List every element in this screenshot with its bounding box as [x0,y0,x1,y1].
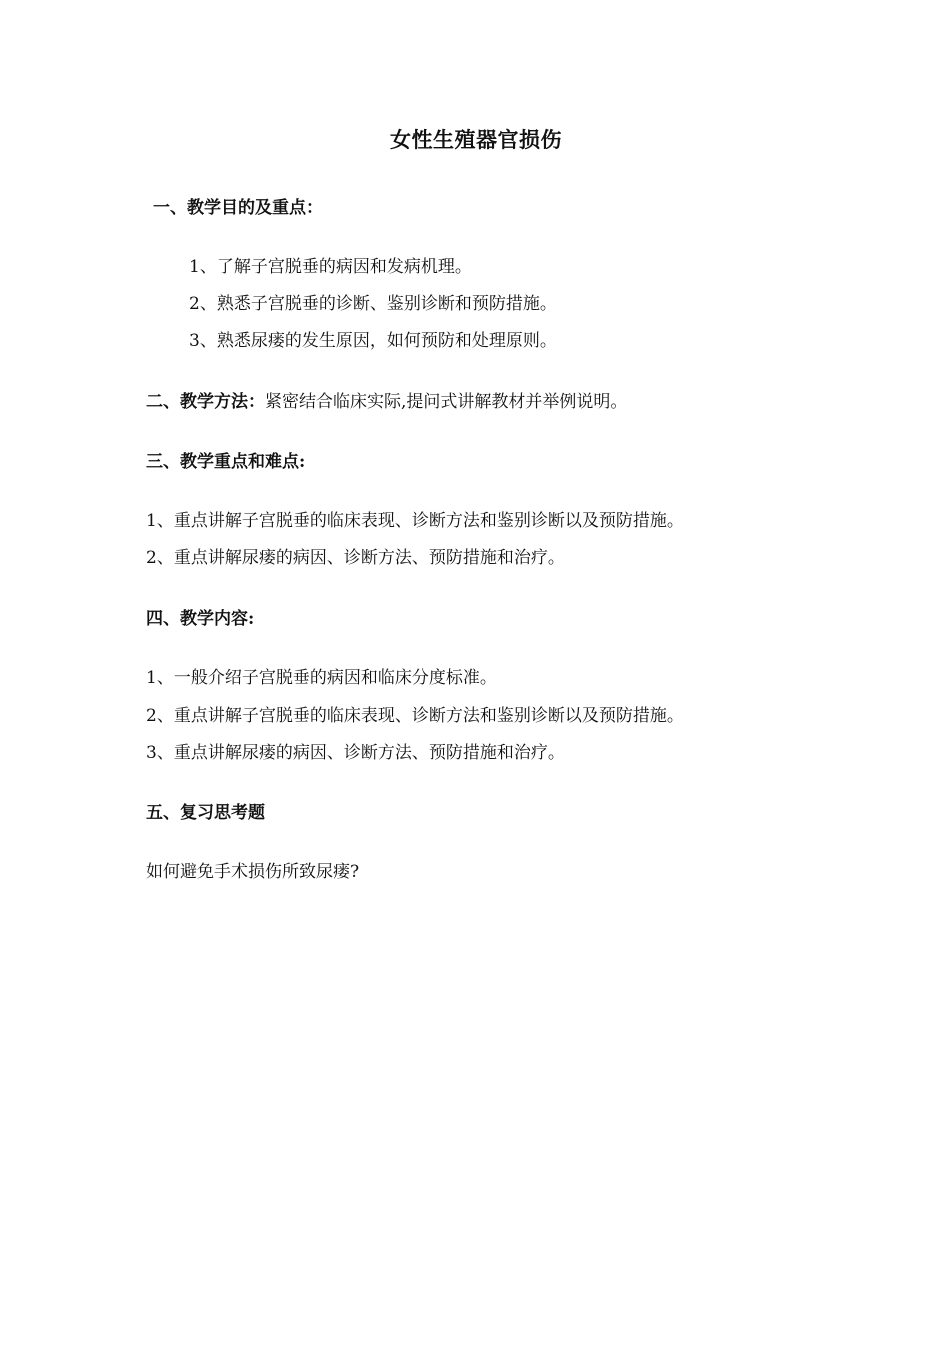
review-question: 如何避免手术损伤所致尿瘘? [146,862,360,882]
section-heading-method [146,389,627,415]
section-heading-content: 四、教学内容: [146,609,255,629]
method-description: 紧密结合临床实际,提问式讲解教材并举例说明。 [265,392,628,412]
section-heading-key-points: 三、教学重点和难点: [146,452,306,472]
objective-item: 3、熟悉尿瘘的发生原因，如何预防和处理原则。 [189,331,557,351]
key-point-item: 1、重点讲解子宫脱垂的临床表现、诊断方法和鉴别诊断以及预防措施。 [146,511,684,531]
content-item: 3、重点讲解尿瘘的病因、诊断方法、预防措施和治疗。 [146,743,565,763]
objective-item: 1、了解子宫脱垂的病因和发病机理。 [189,257,472,277]
key-point-item: 2、重点讲解尿瘘的病因、诊断方法、预防措施和治疗。 [146,548,565,568]
section-heading-objectives: 一、教学目的及重点： [153,198,323,218]
section-heading-review-questions: 五、复习思考题 [146,803,265,823]
objective-item: 2、熟悉子宫脱垂的诊断、鉴别诊断和预防措施。 [189,294,557,314]
document-title: 女性生殖器官损伤 [390,127,562,152]
method-heading-label: 二、教学方法： [146,392,265,412]
content-item: 2、重点讲解子宫脱垂的临床表现、诊断方法和鉴别诊断以及预防措施。 [146,706,684,726]
content-item: 1、一般介绍子宫脱垂的病因和临床分度标准。 [146,668,497,688]
